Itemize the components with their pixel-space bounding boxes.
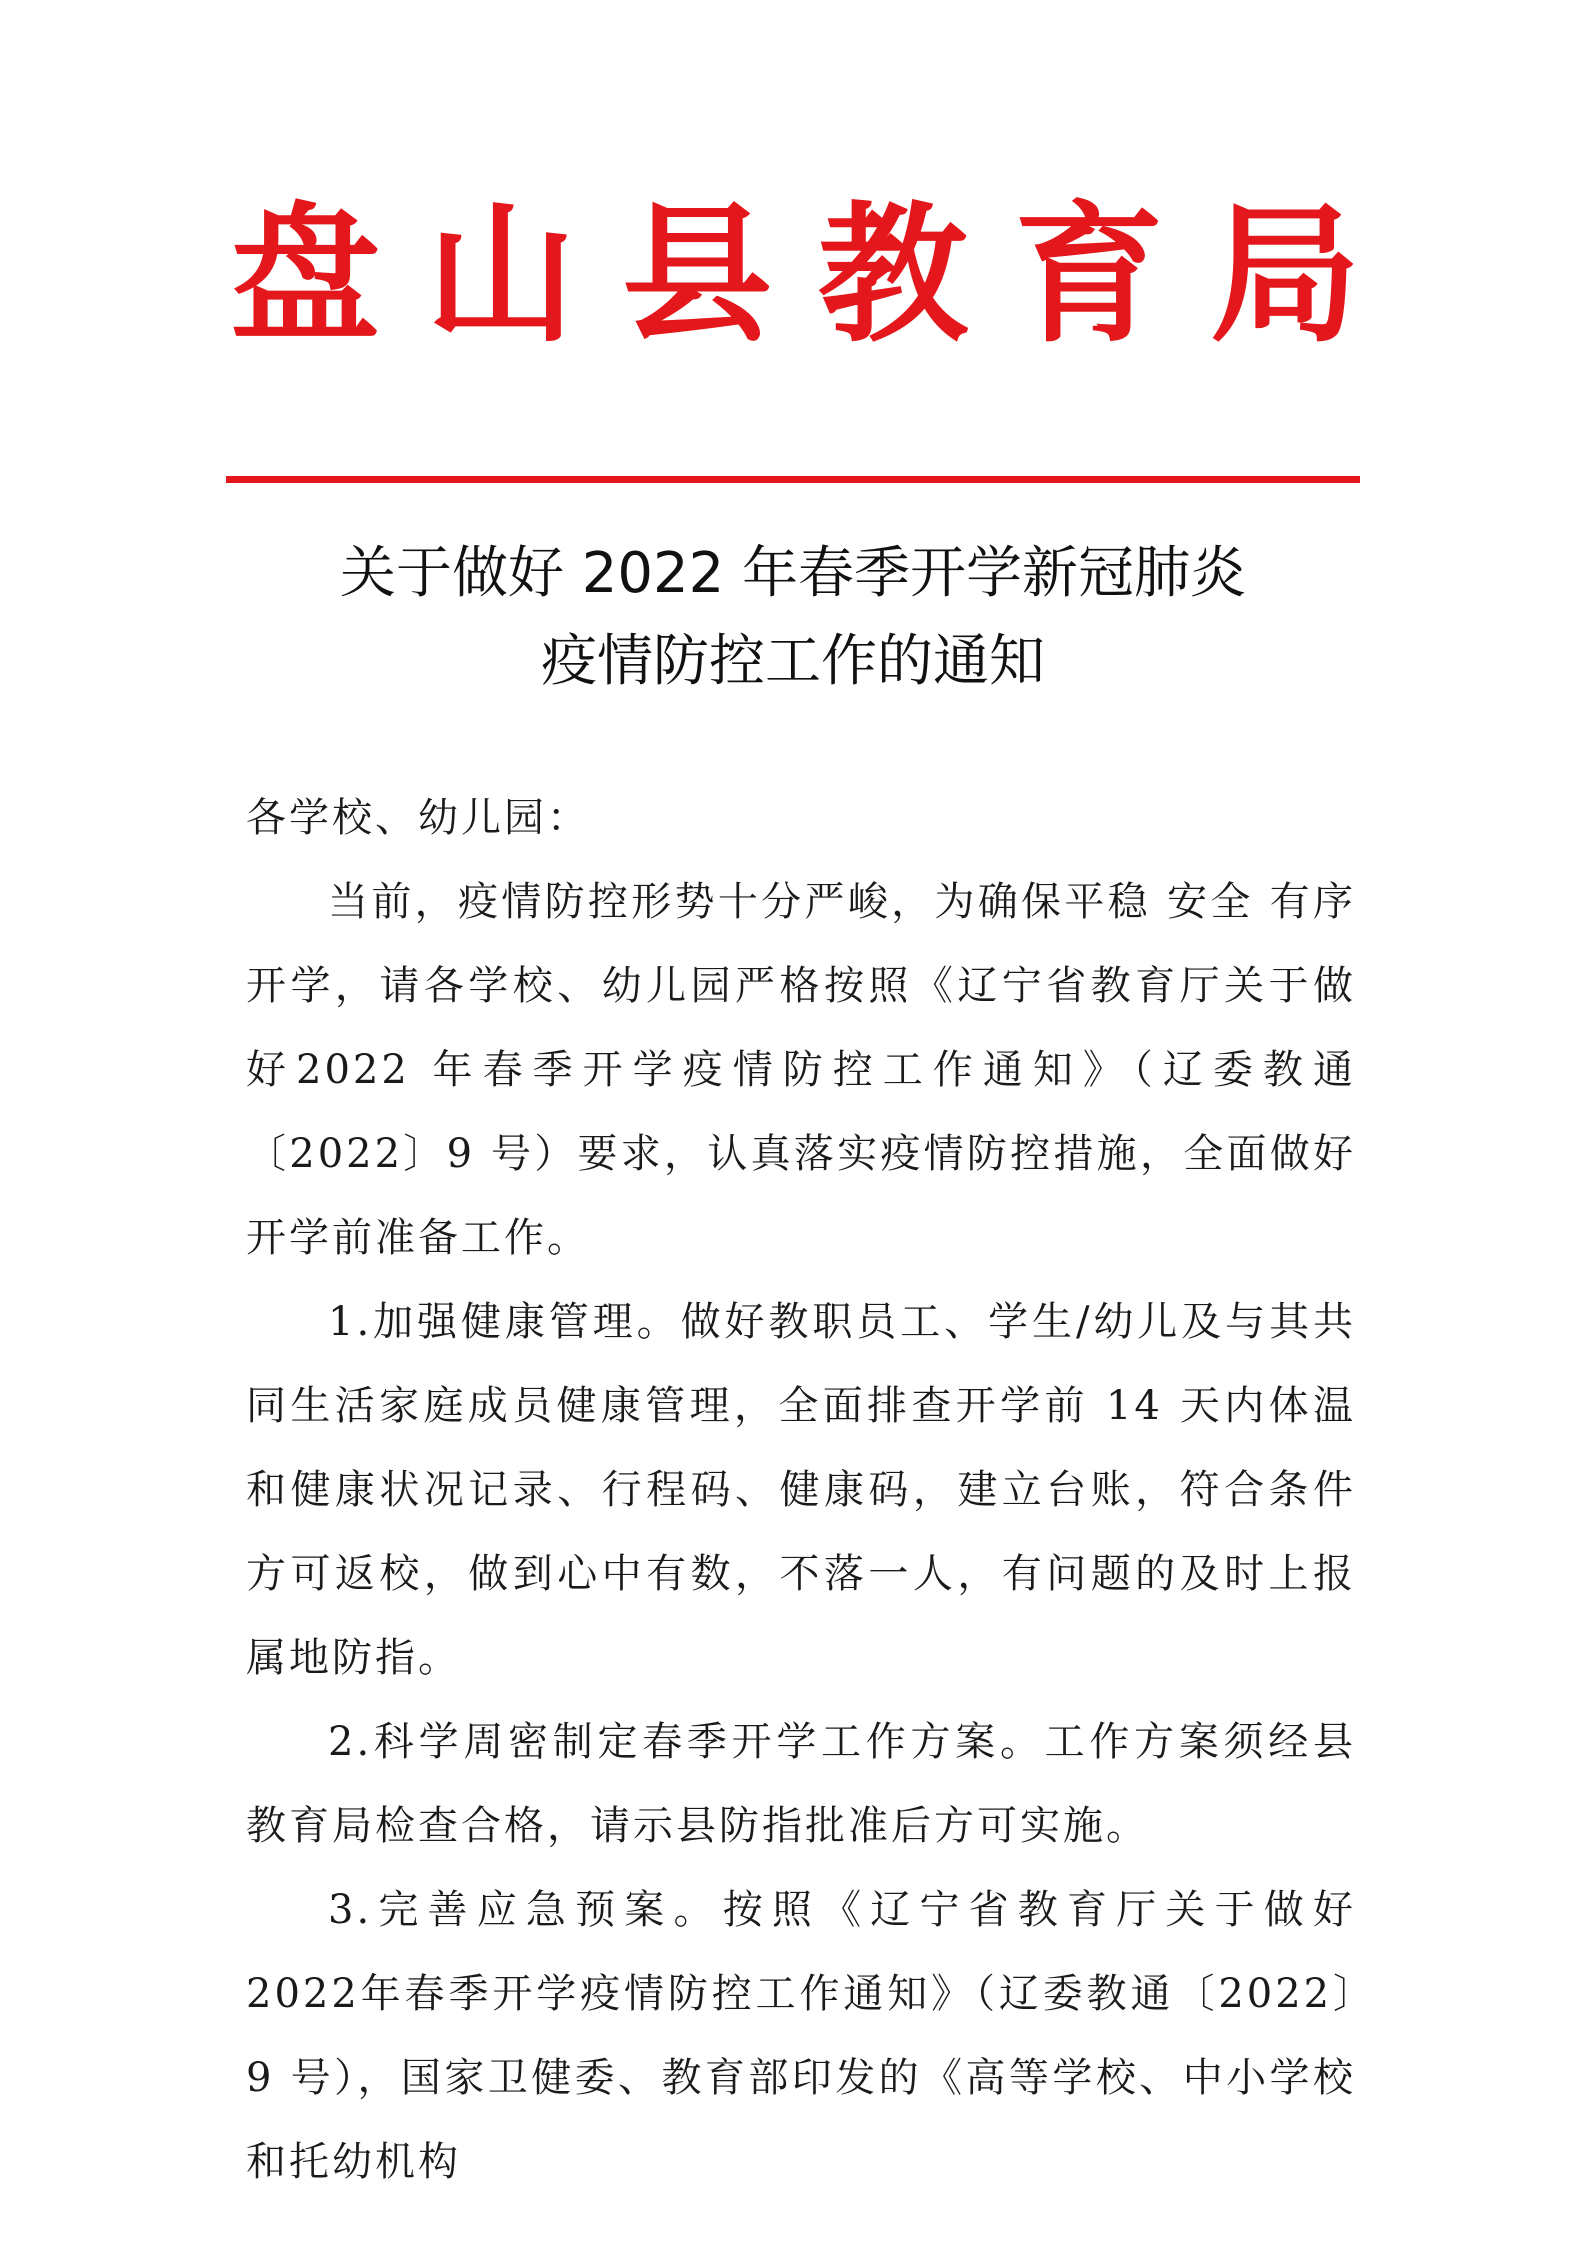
salutation: 各学校、幼儿园：	[246, 795, 590, 841]
letterhead-char: 山	[426, 187, 577, 363]
document-title-line: 关于做好 2022 年春季开学新冠肺炎	[339, 541, 1247, 606]
body-paragraph: 2.科学周密制定春季开学工作方案。工作方案须经县教育局检查合格，请示县防指批准后方可实施。	[246, 1719, 1356, 1849]
document-title-line: 疫情防控工作的通知	[541, 629, 1045, 694]
document-body	[246, 776, 1356, 2204]
letterhead-char: 教	[818, 187, 969, 363]
body-paragraph: 3.完善应急预案。按照《辽宁省教育厅关于做好 2022年春季开学疫情防控工作通知》（辽委教通〔2022〕9 号），国家卫健委、教育部印发的《高等学校、中小学校和托幼机构	[246, 1887, 1356, 2185]
body-paragraph: 1.加强健康管理。做好教职员工、学生/幼儿及与其共同生活家庭成员健康管理，全面排查开学前 14 天内体温和健康状况记录、行程码、健康码，建立台账，符合条件方可返校，做到心中有数，不落一人，有问题的及时上报属地防指。	[246, 1299, 1356, 1681]
letterhead-char: 局	[1210, 187, 1361, 363]
document-title	[226, 530, 1360, 706]
letterhead-char: 盘	[230, 187, 381, 363]
letterhead-char: 育	[1014, 187, 1165, 363]
letterhead-divider	[226, 476, 1360, 483]
letterhead-char: 县	[622, 187, 773, 363]
letterhead-title	[230, 180, 1360, 370]
body-paragraph: 当前，疫情防控形势十分严峻，为确保平稳 安全 有序开学，请各学校、幼儿园严格按照《辽宁省教育厅关于做好2022 年春季开学疫情防控工作通知》（辽委教通〔2022〕9 号）要求，认真落实疫情防控措施，全面做好开学前准备工作。	[246, 879, 1356, 1261]
